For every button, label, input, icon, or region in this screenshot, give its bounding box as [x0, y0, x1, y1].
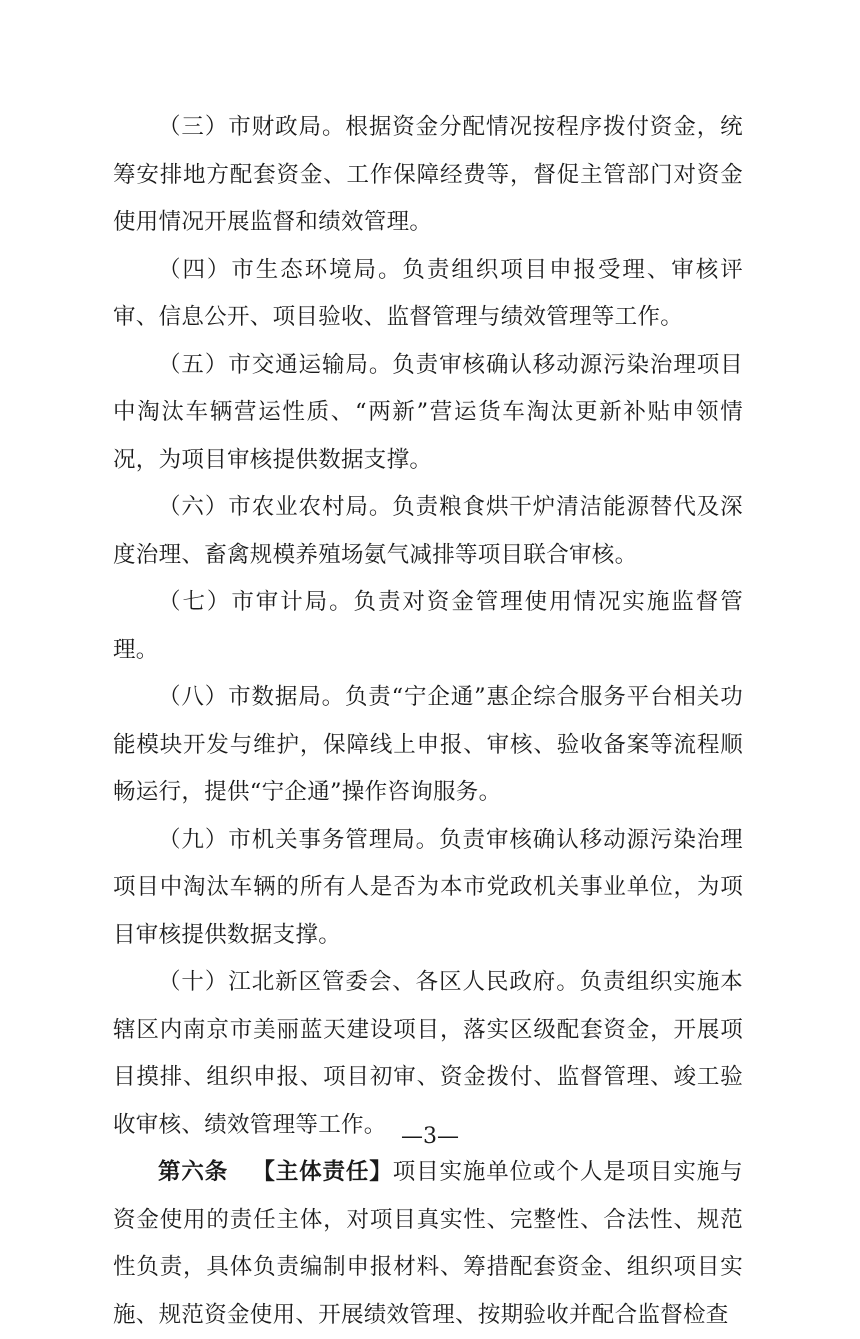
page-number: —3— [401, 1124, 459, 1149]
paragraph-affairs-bureau: （九）市机关事务管理局。负责审核确认移动源污染治理项目中淘汰车辆的所有人是否为本市党政机关事业单位，为项目审核提供数据支撑。 [113, 826, 743, 948]
article-spacer [228, 1159, 252, 1185]
paragraph-audit-bureau: （七）市审计局。负责对资金管理使用情况实施监督管理。 [113, 589, 743, 663]
paragraph-finance-bureau: （三）市财政局。根据资金分配情况按程序拨付资金，统筹安排地方配套资金、工作保障经费等，督促主管部门对资金使用情况开展监督和绩效管理。 [113, 114, 743, 235]
paragraph-ecology-bureau: （四）市生态环境局。负责组织项目申报受理、审核评审、信息公开、项目验收、监督管理与绩效管理等工作。 [113, 256, 743, 330]
paragraph-agriculture-bureau: （六）市农业农村局。负责粮食烘干炉清洁能源替代及深度治理、畜禽规模养殖场氨气减排等项目联合审核。 [113, 494, 743, 568]
article-six [113, 1149, 743, 1339]
paragraph-data-bureau: （八）市数据局。负责“宁企通”惠企综合服务平台相关功能模块开发与维护，保障线上申报、审核、验收备案等流程顺畅运行，提供“宁企通”操作咨询服务。 [113, 684, 743, 805]
article-number: 第六条 [158, 1159, 229, 1185]
article-tag: 【主体责任】 [252, 1159, 393, 1185]
paragraph-district-governments: （十）江北新区管委会、各区人民政府。负责组织实施本辖区内南京市美丽蓝天建设项目，落实区级配套资金，开展项目摸排、组织申报、项目初审、资金拨付、监督管理、竣工验收审核、绩效管理等工作。 [113, 969, 743, 1138]
document-body [113, 104, 743, 1339]
article-text: 项目实施单位或个人是项目实施与资金使用的责任主体，对项目真实性、完整性、合法性、规范性负责，具体负责编制申报材料、筹措配套资金、组织项目实施、规范资金使用、开展绩效管理、按期验收并配合监督检查 [113, 1159, 743, 1328]
paragraph-transport-bureau: （五）市交通运输局。负责审核确认移动源污染治理项目中淘汰车辆营运性质、“两新”营运货车淘汰更新补贴申领情况，为项目审核提供数据支撑。 [113, 351, 743, 473]
